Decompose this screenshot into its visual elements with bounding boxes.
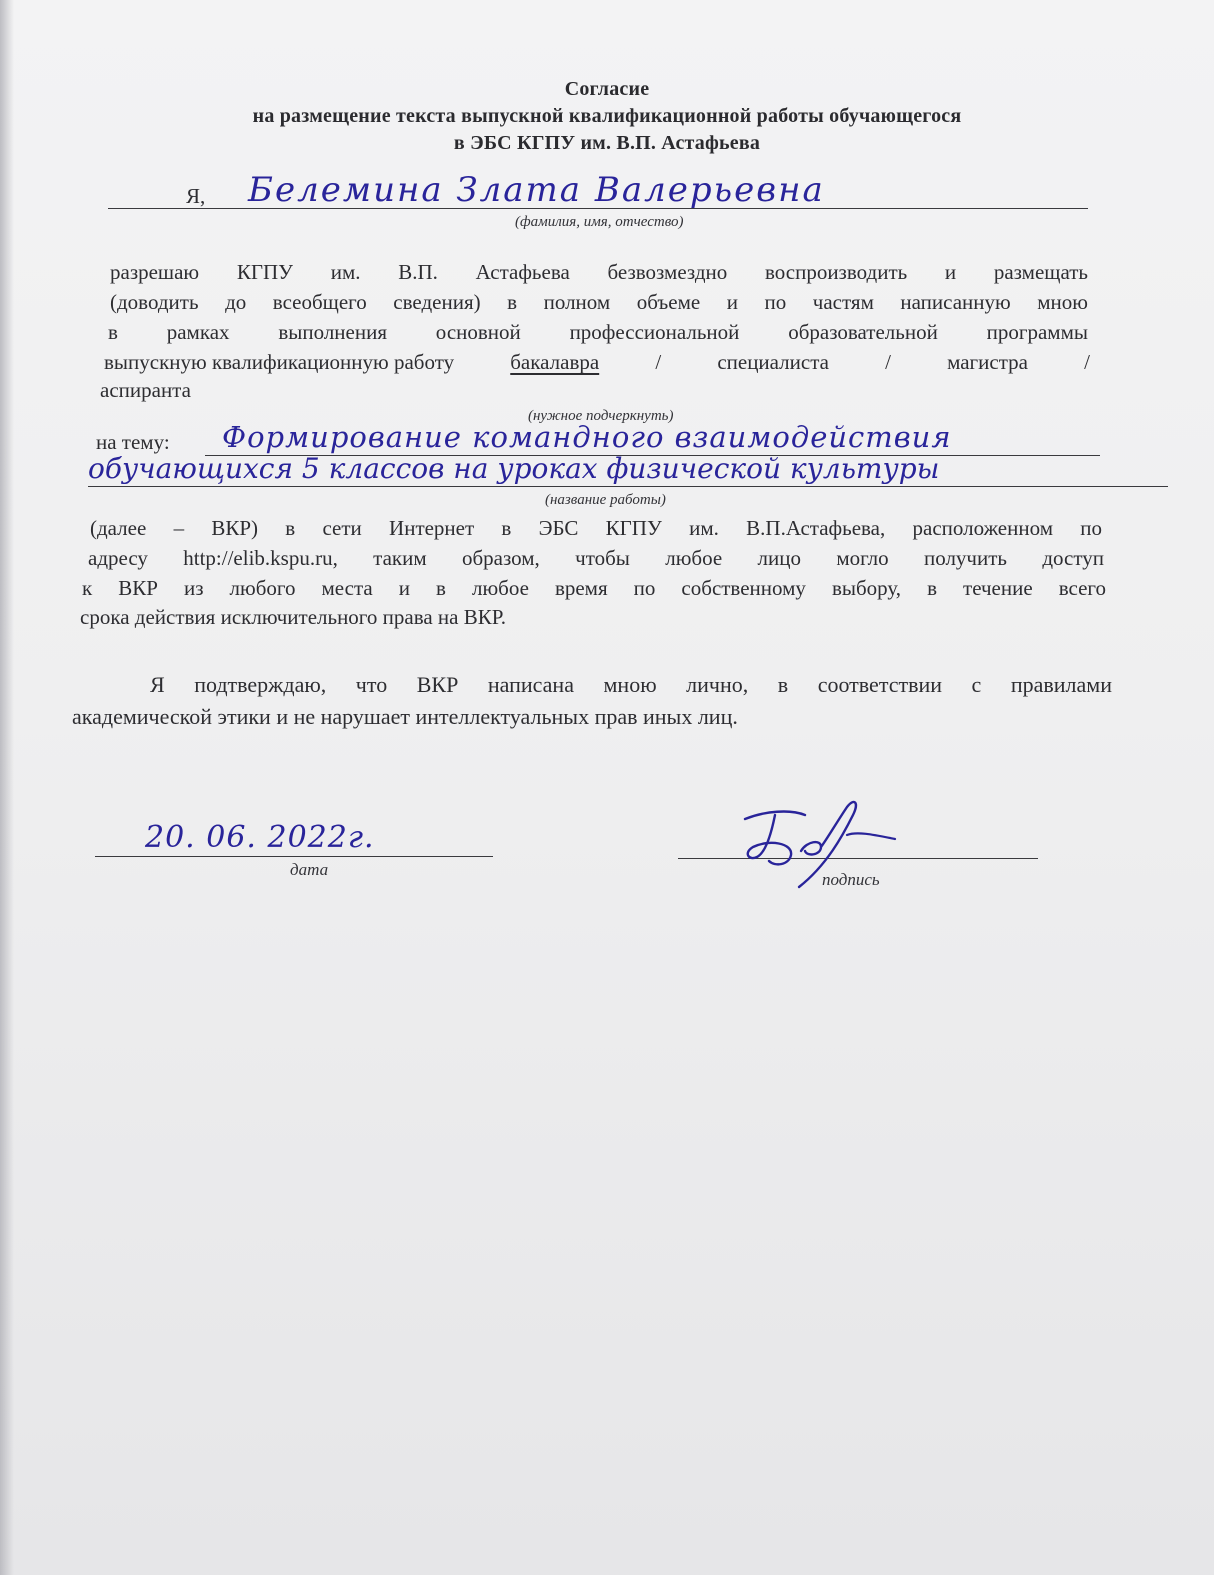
degree-master: магистра: [947, 350, 1028, 374]
permission-line-1: разрешаю КГПУ им. В.П. Астафьева безвозмездно воспроизводить и размещать: [110, 260, 1088, 284]
placement-line-2: адресу http://elib.kspu.ru, таким образом, чтобы любое лицо могло получить доступ: [88, 546, 1104, 570]
degree-postgrad: аспиранта: [100, 378, 191, 402]
handwritten-date: 20. 06. 2022г.: [145, 820, 375, 855]
name-prefix: Я,: [186, 184, 206, 208]
title-line-2: на размещение текста выпускной квалификационной работы обучающегося: [252, 105, 962, 127]
placement-line-1: (далее – ВКР) в сети Интернет в ЭБС КГПУ им. В.П.Астафьева, расположенном по: [90, 516, 1102, 540]
degree-separator-3: /: [1084, 350, 1090, 374]
degree-separator-2: /: [885, 350, 891, 374]
degree-separator-1: /: [655, 350, 662, 374]
handwritten-topic-line-1: Формирование командного взаимодействия: [222, 420, 952, 454]
date-caption: дата: [290, 860, 329, 879]
handwritten-topic-line-2: обучающихся 5 классов на уроках физической культуры: [88, 452, 940, 485]
page-edge-shadow: [0, 0, 14, 1575]
placement-line-3: к ВКР из любого места и в любое время по собственному выбору, в течение всего: [82, 576, 1106, 600]
title-line-3: в ЭБС КГПУ им. В.П. Астафьева: [453, 132, 761, 154]
permission-line-2: (доводить до всеобщего сведения) в полном объеме и по частям написанную мною: [110, 290, 1088, 314]
permission-line-4: [104, 350, 1090, 375]
line4-text: выпускную квалификационную работу: [104, 350, 455, 374]
permission-line-3: в рамках выполнения основной профессиональной образовательной программы: [108, 320, 1088, 344]
name-caption: (фамилия, имя, отчество): [515, 214, 684, 230]
confirmation-line-2: академической этики и не нарушает интеллектуальных прав иных лиц.: [72, 704, 738, 729]
confirmation-line-1: Я подтверждаю, что ВКР написана мною лично, в соответствии с правилами: [150, 672, 1112, 697]
underline-instruction-caption: (нужное подчеркнуть): [528, 408, 674, 424]
handwritten-full-name: Белемина Злата Валерьевна: [248, 170, 825, 210]
topic-underline-2: [88, 486, 1168, 487]
date-underline: [95, 856, 493, 857]
degree-specialist: специалиста: [717, 350, 829, 374]
signature-caption: подпись: [822, 870, 880, 889]
topic-caption: (название работы): [545, 492, 666, 508]
placement-line-4: срока действия исключительного права на ВКР.: [80, 605, 507, 629]
degree-bachelor-underlined: бакалавра: [510, 350, 600, 374]
topic-label: на тему:: [96, 430, 170, 454]
title-line-1: Согласие: [564, 78, 650, 100]
